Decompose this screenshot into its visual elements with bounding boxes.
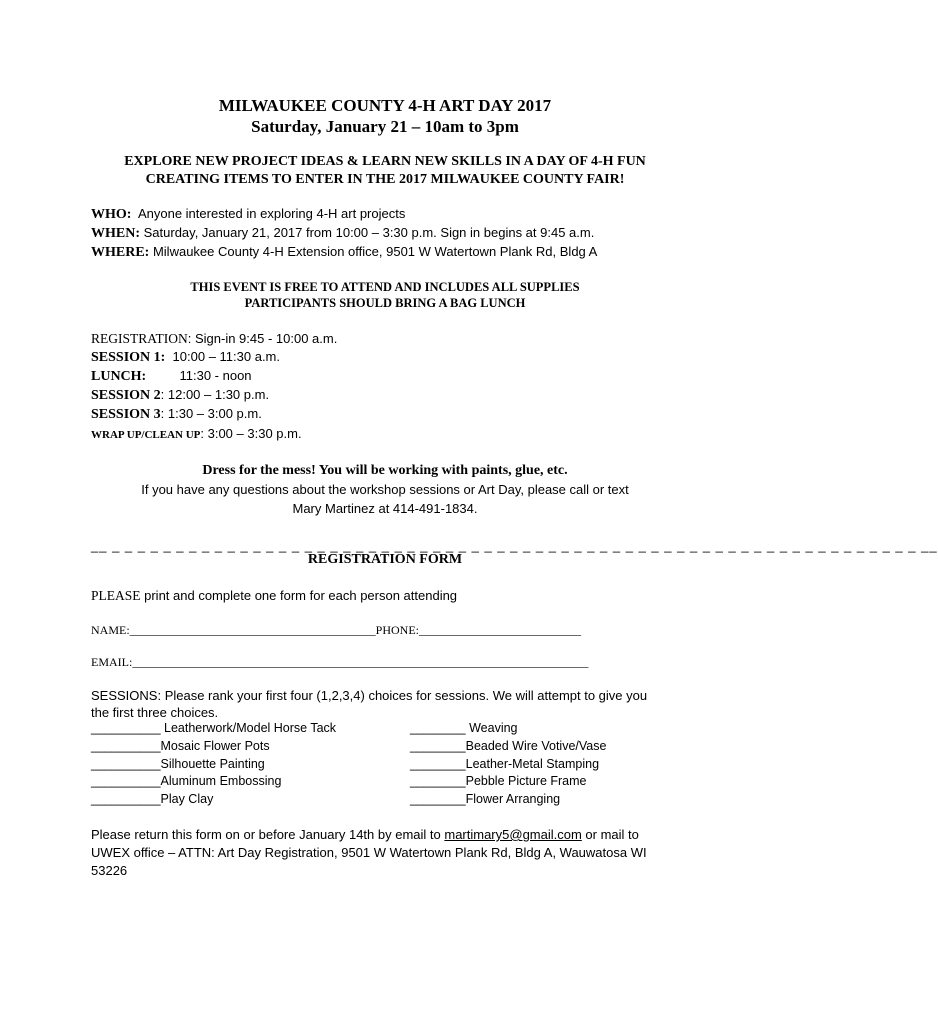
print-instructions	[91, 588, 457, 604]
when-row	[91, 225, 594, 242]
sessions-instructions	[91, 687, 666, 721]
choice-right-2[interactable]: ________Beaded Wire Votive/Vase	[410, 739, 607, 753]
when-text: Saturday, January 21, 2017 from 10:00 – 3:30 p.m. Sign in begins at 9:45 a.m.	[143, 225, 595, 240]
event-title: MILWAUKEE COUNTY 4-H ART DAY 2017	[218, 96, 552, 115]
session3-row	[91, 406, 262, 423]
sessions-label: SESSIONS	[91, 688, 158, 703]
session1-text: 10:00 – 11:30 a.m.	[172, 349, 280, 364]
choice-left-2[interactable]: __________Mosaic Flower Pots	[91, 739, 270, 753]
email-label: EMAIL:	[91, 655, 133, 669]
lunch-notice: PARTICIPANTS SHOULD BRING A BAG LUNCH	[244, 296, 526, 310]
when-label: WHEN:	[91, 226, 140, 241]
return-instructions	[91, 826, 681, 880]
session2-text: : 12:00 – 1:30 p.m.	[160, 387, 270, 402]
registration-form-heading: REGISTRATION FORM	[307, 552, 463, 567]
lunch-text: 11:30 - noon	[179, 368, 252, 383]
session1-label: SESSION 1:	[91, 350, 166, 365]
choice-right-3[interactable]: ________Leather-Metal Stamping	[410, 757, 600, 771]
please-text: print and complete one form for each person attending	[140, 588, 458, 603]
wrapup-text: : 3:00 – 3:30 p.m.	[200, 426, 302, 441]
choice-right-5[interactable]: ________Flower Arranging	[410, 792, 561, 806]
name-label: NAME:	[91, 623, 130, 637]
choice-right-4[interactable]: ________Pebble Picture Frame	[410, 774, 587, 788]
explore-line-1: EXPLORE NEW PROJECT IDEAS & LEARN NEW SKILLS IN A DAY OF 4-H FUN	[124, 154, 646, 169]
question-line-2: Mary Martinez at 414-491-1834.	[292, 501, 478, 516]
free-notice: THIS EVENT IS FREE TO ATTEND AND INCLUDES ALL SUPPLIES	[190, 280, 580, 294]
registration-text: : Sign-in 9:45 - 10:00 a.m.	[187, 331, 338, 346]
event-date: Saturday, January 21 – 10am to 3pm	[251, 117, 519, 136]
name-phone-row	[91, 623, 581, 638]
session3-text: : 1:30 – 3:00 p.m.	[160, 406, 262, 421]
phone-label: PHONE:	[375, 623, 420, 637]
wrapup-row	[91, 426, 302, 441]
return-suffix: or mail to UWEX office – ATTN: Art Day Registration, 9501 W Watertown Plank Rd, Bldg A, Wauwatosa WI 53226	[91, 827, 647, 878]
lunch-row	[91, 368, 252, 385]
explore-line-2: CREATING ITEMS TO ENTER IN THE 2017 MILWAUKEE COUNTY FAIR!	[145, 172, 625, 187]
choice-left-4[interactable]: __________Aluminum Embossing	[91, 774, 282, 788]
choice-left-3[interactable]: __________Silhouette Painting	[91, 757, 265, 771]
name-field[interactable]: _________________________________________	[129, 623, 376, 637]
who-label: WHO:	[91, 207, 132, 222]
choice-right-1[interactable]: ________ Weaving	[410, 721, 518, 735]
choice-left-1[interactable]: __________ Leatherwork/Model Horse Tack	[91, 721, 337, 735]
registration-row	[91, 331, 337, 347]
where-label: WHERE:	[91, 245, 150, 260]
session2-row	[91, 387, 269, 404]
email-field[interactable]: ____________________________________________________________________________	[132, 655, 589, 669]
return-email-link[interactable]: martimary5@gmail.com	[444, 827, 582, 842]
question-line-1: If you have any questions about the workshop sessions or Art Day, please call or text	[141, 482, 629, 497]
session3-label: SESSION 3	[91, 407, 161, 422]
session1-row	[91, 349, 280, 366]
where-text: Milwaukee County 4-H Extension office, 9501 W Watertown Plank Rd, Bldg A	[152, 244, 598, 259]
please-label: PLEASE	[91, 588, 141, 603]
cut-line-divider: __ _ _ _ _ _ _ _ _ _ _ _ _ _ _ _ _ _ _ _ _ _ _ _ _ _ _ _ _ _ _ _ _ _ _ _ _ _ _ _ _ _ _ _ _ _ _ _ _ _ _ _ _ _ _ _ _ _ _ _ _ _ _ _ __	[91, 538, 938, 553]
email-row	[91, 655, 588, 670]
lunch-label: LUNCH:	[91, 369, 147, 384]
choice-left-5[interactable]: __________Play Clay	[91, 792, 214, 806]
session2-label: SESSION 2	[91, 388, 161, 403]
registration-label: REGISTRATION	[91, 331, 188, 346]
phone-field[interactable]: ___________________________	[419, 623, 582, 637]
where-row	[91, 244, 597, 261]
who-row	[91, 206, 405, 223]
dress-note: Dress for the mess! You will be working with paints, glue, etc.	[202, 463, 568, 478]
wrapup-label: WRAP UP/CLEAN UP	[91, 429, 201, 441]
sessions-text: : Please rank your first four (1,2,3,4) choices for sessions. We will attempt to give you the first three choices.	[91, 688, 648, 720]
who-text: Anyone interested in exploring 4-H art projects	[137, 206, 406, 221]
return-prefix: Please return this form on or before January 14th by email to	[91, 827, 445, 842]
